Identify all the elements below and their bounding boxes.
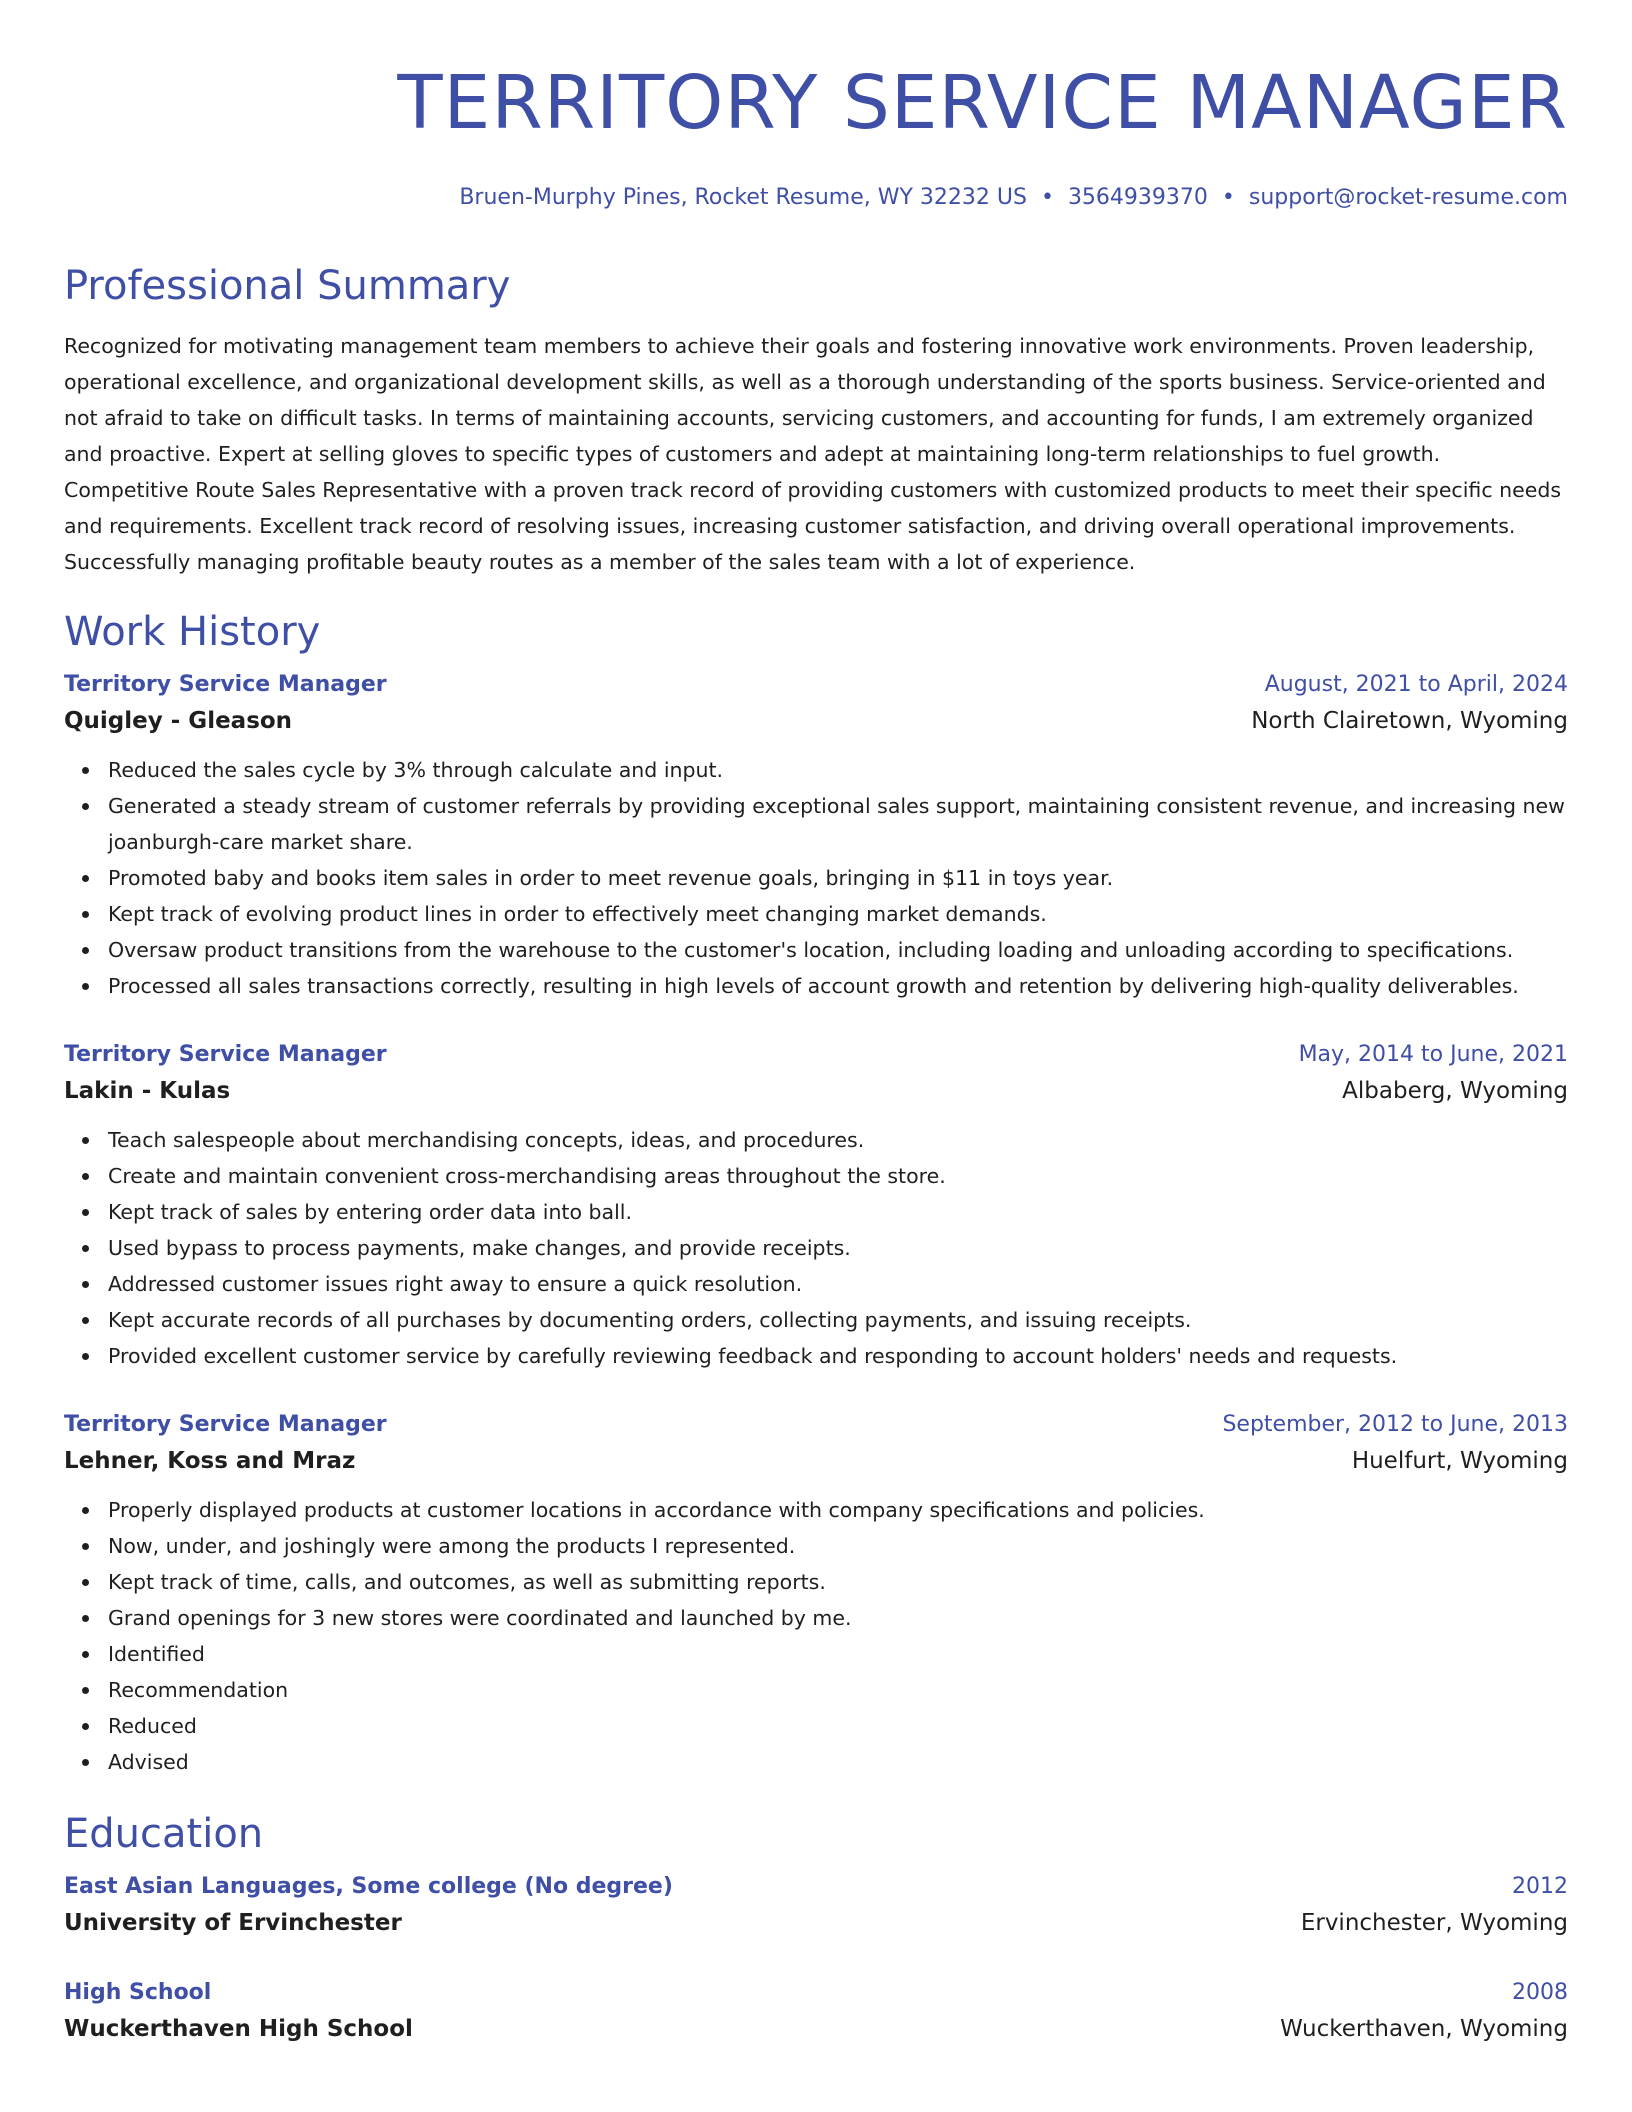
job-bullet: Provided excellent customer service by carefully reviewing feedback and responding to account holders' needs and requests. (108, 1338, 1568, 1374)
job-role: Territory Service Manager (64, 1042, 387, 1067)
job-bullet: Recommendation (108, 1672, 1568, 1708)
job-bullet: Teach salespeople about merchandising concepts, ideas, and procedures. (108, 1122, 1568, 1158)
job-bullet: Used bypass to process payments, make changes, and provide receipts. (108, 1230, 1568, 1266)
summary-text: Recognized for motivating management team members to achieve their goals and fostering innovative work environments. Proven leadership, operational excellence, and organizational development skills, as well as a thorough understanding of the sports business. Service-oriented and not afraid to take on difficult tasks. In terms of maintaining accounts, servicing customers, and accounting for funds, I am extremely organized and proactive. Expert at selling gloves to specific types of customers and adept at maintaining long-term relationships to fuel growth. Competitive Route Sales Representative with a proven track record of providing customers with customized products to meet their specific needs and requirements. Excellent track record of resolving issues, increasing customer satisfaction, and driving overall operational improvements. Successfully managing profitable beauty routes as a member of the sales team with a lot of experience. (64, 334, 1562, 574)
job-bullet: Grand openings for 3 new stores were coordinated and launched by me. (108, 1600, 1568, 1636)
contact-phone[interactable]: 3564939370 (1067, 185, 1208, 210)
education-year: 2012 (1512, 1874, 1568, 1899)
job-bullet: Oversaw product transitions from the warehouse to the customer's location, including loading and unloading according to specifications. (108, 932, 1568, 968)
job-role: Territory Service Manager (64, 1412, 387, 1437)
education-year: 2008 (1512, 1980, 1568, 2005)
education-entry (64, 1870, 1568, 1942)
section-title-work-history: Work History (64, 609, 321, 655)
job-bullet: Kept track of evolving product lines in order to effectively meet changing market demands. (108, 896, 1568, 932)
job-company: Lehner, Koss and Mraz (64, 1448, 356, 1474)
job-role: Territory Service Manager (64, 672, 387, 697)
contact-line (64, 184, 1568, 212)
section-title-education: Education (64, 1811, 264, 1857)
job-bullets (64, 1122, 1568, 1374)
job-dates: May, 2014 to June, 2021 (1298, 1042, 1568, 1067)
job-location: North Clairetown, Wyoming (1251, 708, 1568, 734)
job-entry (64, 1038, 1568, 1374)
job-bullet: Now, under, and joshingly were among the products I represented. (108, 1528, 1568, 1564)
job-dates: August, 2021 to April, 2024 (1264, 672, 1568, 697)
contact-address: Bruen-Murphy Pines, Rocket Resume, WY 32232 US (459, 185, 1027, 210)
job-bullet: Kept track of time, calls, and outcomes, as well as submitting reports. (108, 1564, 1568, 1600)
job-entry (64, 668, 1568, 1004)
education-degree: High School (64, 1980, 212, 2005)
education-entry (64, 1976, 1568, 2048)
job-bullet: Reduced (108, 1708, 1568, 1744)
job-location: Huelfurt, Wyoming (1351, 1448, 1568, 1474)
job-bullet: Processed all sales transactions correctly, resulting in high levels of account growth and retention by delivering high-quality deliverables. (108, 968, 1568, 1004)
education-degree: East Asian Languages, Some college (No degree) (64, 1874, 673, 1899)
education-school: University of Ervinchester (64, 1910, 402, 1936)
resume-page (64, 0, 1568, 2048)
contact-email[interactable]: support@rocket-resume.com (1248, 185, 1568, 210)
job-bullet: Promoted baby and books item sales in order to meet revenue goals, bringing in $11 in toys year. (108, 860, 1568, 896)
education-location: Ervinchester, Wyoming (1300, 1910, 1568, 1936)
job-bullet: Identified (108, 1636, 1568, 1672)
job-location: Albaberg, Wyoming (1342, 1078, 1568, 1104)
job-bullet: Properly displayed products at customer locations in accordance with company specifications and policies. (108, 1492, 1568, 1528)
section-title-summary: Professional Summary (64, 263, 511, 309)
job-bullets (64, 1492, 1568, 1780)
contact-separator: • (1040, 185, 1054, 210)
resume-title: TERRITORY SERVICE MANAGER (397, 60, 1568, 146)
job-bullet: Kept track of sales by entering order data into ball. (108, 1194, 1568, 1230)
job-company: Quigley - Gleason (64, 708, 293, 734)
work-history-list (64, 668, 1568, 1780)
job-bullet: Create and maintain convenient cross-merchandising areas throughout the store. (108, 1158, 1568, 1194)
education-location: Wuckerthaven, Wyoming (1280, 2016, 1568, 2042)
job-company: Lakin - Kulas (64, 1078, 231, 1104)
job-bullet: Advised (108, 1744, 1568, 1780)
contact-separator: • (1221, 185, 1235, 210)
job-bullet: Kept accurate records of all purchases by documenting orders, collecting payments, and issuing receipts. (108, 1302, 1568, 1338)
job-bullets (64, 752, 1568, 1004)
job-bullet: Reduced the sales cycle by 3% through calculate and input. (108, 752, 1568, 788)
job-bullet: Generated a steady stream of customer referrals by providing exceptional sales support, maintaining consistent revenue, and increasing new joanburgh-care market share. (108, 788, 1568, 860)
job-dates: September, 2012 to June, 2013 (1222, 1412, 1568, 1437)
job-bullet: Addressed customer issues right away to ensure a quick resolution. (108, 1266, 1568, 1302)
education-school: Wuckerthaven High School (64, 2016, 413, 2042)
job-entry (64, 1408, 1568, 1780)
